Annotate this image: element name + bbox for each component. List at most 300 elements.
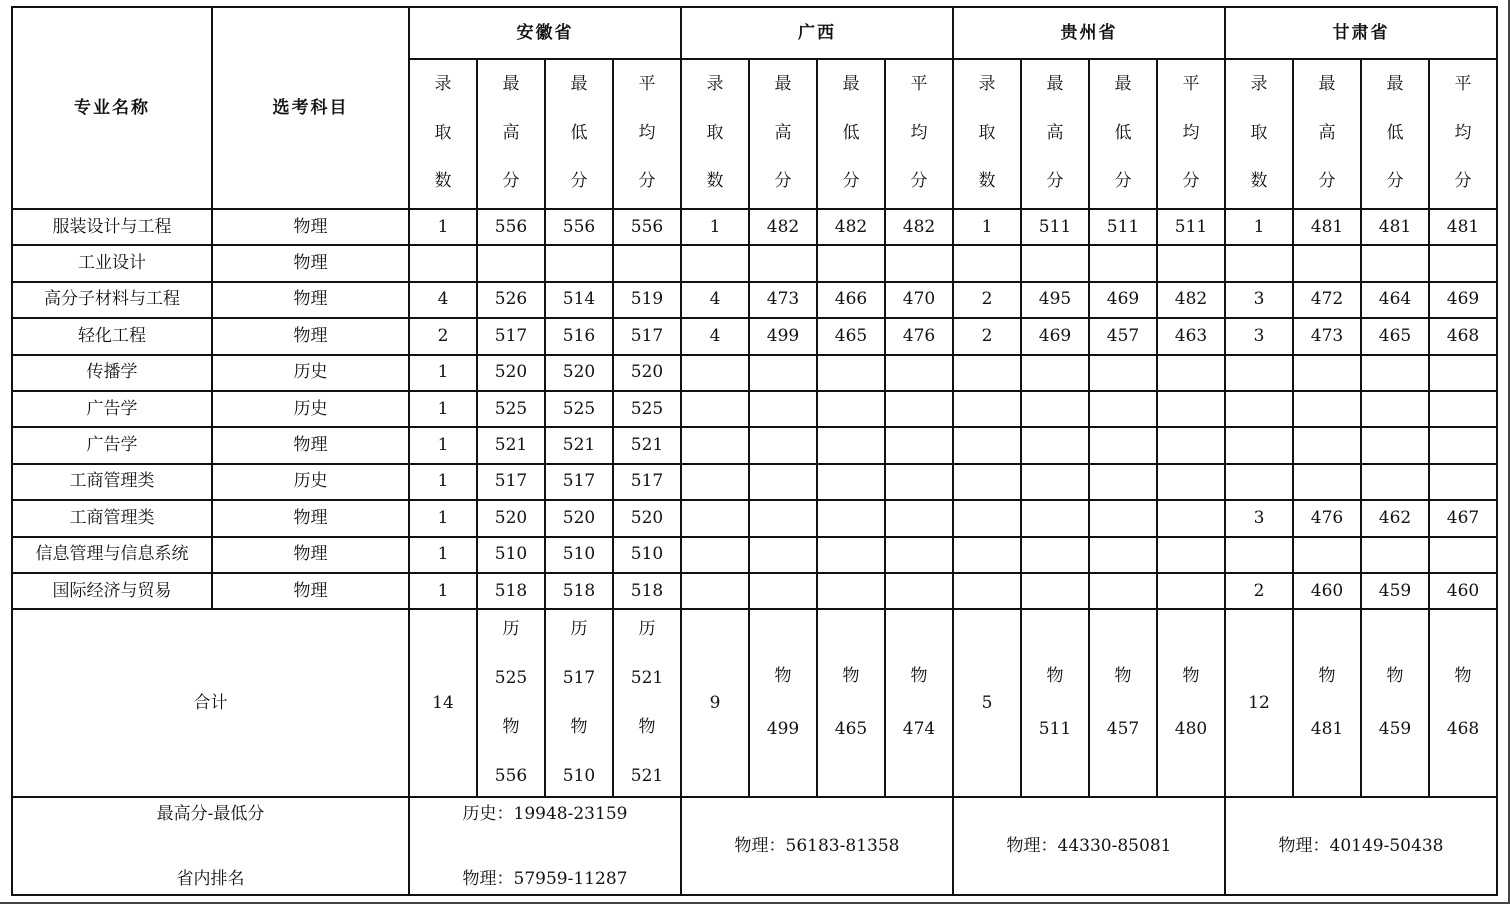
table-row — [12, 573, 1497, 609]
score-cell — [1429, 391, 1497, 427]
score-cell: 465 — [1361, 318, 1429, 354]
header-sub-count — [681, 59, 749, 209]
header-sub-char: 高 — [774, 122, 792, 143]
table-row — [12, 537, 1497, 573]
header-sub-char: 低 — [1386, 122, 1404, 143]
score-cell — [1225, 355, 1293, 391]
score-cell: 460 — [1429, 573, 1497, 609]
score-cell: 481 — [1361, 209, 1429, 245]
score-cell — [1089, 391, 1157, 427]
score-cell — [953, 537, 1021, 573]
header-major: 专业名称 — [12, 7, 212, 209]
table-row — [12, 209, 1497, 245]
total-max-anhui — [477, 609, 545, 797]
score-cell — [1361, 464, 1429, 500]
rank-anhui — [409, 797, 681, 895]
score-cell: 518 — [613, 573, 681, 609]
score-cell — [1293, 355, 1361, 391]
score-cell — [817, 464, 885, 500]
rank-label-line2: 省内排名 — [176, 869, 245, 890]
score-cell: 516 — [545, 318, 613, 354]
score-cell: 1 — [409, 464, 477, 500]
score-cell — [1361, 245, 1429, 281]
major-name: 服装设计与工程 — [12, 209, 212, 245]
score-cell — [681, 573, 749, 609]
score-cell — [1021, 427, 1089, 463]
score-cell: 525 — [613, 391, 681, 427]
total-stack — [886, 615, 952, 791]
total-value: 474 — [902, 719, 936, 740]
table-row — [12, 391, 1497, 427]
score-cell — [1361, 355, 1429, 391]
header-sub-char: 均 — [1182, 122, 1200, 143]
score-cell: 463 — [1157, 318, 1225, 354]
total-value: 物 — [502, 717, 520, 738]
score-cell: 520 — [545, 355, 613, 391]
score-cell: 520 — [477, 355, 545, 391]
header-sub-char: 最 — [570, 74, 588, 94]
score-cell: 1 — [409, 427, 477, 463]
score-cell — [1021, 245, 1089, 281]
header-province-guangxi: 广西 — [681, 7, 953, 59]
score-cell: 510 — [477, 537, 545, 573]
score-cell — [1021, 500, 1089, 536]
score-cell — [953, 245, 1021, 281]
score-cell: 520 — [477, 500, 545, 536]
header-sub-char: 录 — [1250, 74, 1268, 94]
total-value: 物 — [1046, 666, 1064, 687]
rank-label-stack — [13, 798, 408, 894]
score-cell — [1089, 573, 1157, 609]
rank-anhui-history: 历史：19948-23159 — [462, 804, 628, 825]
score-cell — [681, 500, 749, 536]
score-cell — [681, 355, 749, 391]
header-sub-char: 最 — [842, 74, 860, 94]
total-stack — [546, 615, 612, 791]
score-cell: 511 — [1089, 209, 1157, 245]
score-cell: 1 — [953, 209, 1021, 245]
score-cell — [681, 427, 749, 463]
score-cell: 2 — [953, 318, 1021, 354]
vertical-label — [1158, 70, 1224, 198]
score-cell: 521 — [613, 427, 681, 463]
header-sub-char: 录 — [434, 74, 452, 94]
score-cell: 466 — [817, 282, 885, 318]
score-cell: 467 — [1429, 500, 1497, 536]
header-sub-char: 最 — [1318, 74, 1336, 94]
total-value: 468 — [1446, 719, 1480, 740]
score-cell: 521 — [545, 427, 613, 463]
table-row — [12, 427, 1497, 463]
total-value: 457 — [1106, 719, 1140, 740]
score-cell — [1089, 537, 1157, 573]
header-sub-char: 数 — [978, 171, 996, 191]
score-cell — [1225, 464, 1293, 500]
header-sub-min — [545, 59, 613, 209]
score-cell — [1225, 245, 1293, 281]
score-cell — [613, 245, 681, 281]
total-count-gansu: 12 — [1225, 609, 1293, 797]
score-cell: 3 — [1225, 500, 1293, 536]
table-row — [12, 464, 1497, 500]
vertical-label — [546, 70, 612, 198]
header-province-anhui: 安徽省 — [409, 7, 681, 59]
major-name: 工商管理类 — [12, 500, 212, 536]
total-max-gansu — [1293, 609, 1361, 797]
score-cell — [1157, 245, 1225, 281]
header-sub-char: 最 — [1046, 74, 1064, 94]
total-count-anhui: 14 — [409, 609, 477, 797]
score-cell: 511 — [1157, 209, 1225, 245]
score-cell: 520 — [613, 500, 681, 536]
major-name: 工业设计 — [12, 245, 212, 281]
score-cell: 517 — [613, 318, 681, 354]
vertical-label — [886, 70, 952, 198]
score-cell: 556 — [613, 209, 681, 245]
exam-subject: 物理 — [212, 427, 409, 463]
header-sub-char: 分 — [570, 171, 588, 191]
score-cell: 510 — [545, 537, 613, 573]
score-cell — [817, 427, 885, 463]
score-cell — [1429, 245, 1497, 281]
score-cell — [885, 500, 953, 536]
score-cell: 514 — [545, 282, 613, 318]
total-min-guangxi — [817, 609, 885, 797]
header-sub-char: 分 — [774, 171, 792, 191]
score-cell — [1089, 464, 1157, 500]
score-cell: 526 — [477, 282, 545, 318]
score-cell — [1429, 355, 1497, 391]
score-cell — [1021, 391, 1089, 427]
total-min-anhui — [545, 609, 613, 797]
total-value: 511 — [1038, 719, 1072, 740]
score-cell: 517 — [613, 464, 681, 500]
score-cell: 476 — [1293, 500, 1361, 536]
total-value: 历 — [502, 619, 520, 640]
total-count-guizhou: 5 — [953, 609, 1021, 797]
score-cell — [885, 427, 953, 463]
score-cell — [1089, 427, 1157, 463]
header-sub-char: 均 — [638, 122, 656, 143]
header-sub-char: 数 — [706, 171, 724, 191]
vertical-label — [1294, 70, 1360, 198]
total-value: 459 — [1378, 719, 1412, 740]
exam-subject: 历史 — [212, 391, 409, 427]
score-cell: 472 — [1293, 282, 1361, 318]
exam-subject: 物理 — [212, 282, 409, 318]
vertical-label — [614, 70, 680, 198]
header-subject: 选考科目 — [212, 7, 409, 209]
rank-row — [12, 797, 1497, 895]
score-cell — [749, 427, 817, 463]
score-cell — [1089, 245, 1157, 281]
total-value: 465 — [834, 719, 868, 740]
score-cell — [885, 391, 953, 427]
vertical-label — [1226, 70, 1292, 198]
score-cell — [1157, 573, 1225, 609]
score-cell: 469 — [1021, 318, 1089, 354]
header-sub-char: 高 — [1046, 122, 1064, 143]
score-cell — [1157, 427, 1225, 463]
score-cell: 476 — [885, 318, 953, 354]
total-value: 481 — [1310, 719, 1344, 740]
score-cell — [1157, 500, 1225, 536]
header-sub-char: 最 — [774, 74, 792, 94]
total-stack — [818, 615, 884, 791]
score-cell: 468 — [1429, 318, 1497, 354]
header-sub-count — [409, 59, 477, 209]
header-sub-char: 平 — [1182, 74, 1200, 94]
header-province-gansu: 甘肃省 — [1225, 7, 1497, 59]
exam-subject: 物理 — [212, 573, 409, 609]
score-cell: 1 — [409, 391, 477, 427]
score-cell — [817, 537, 885, 573]
score-cell: 519 — [613, 282, 681, 318]
total-value: 556 — [494, 766, 528, 787]
vertical-label — [478, 70, 544, 198]
table-row — [12, 282, 1497, 318]
header-sub-char: 最 — [502, 74, 520, 94]
score-cell: 521 — [477, 427, 545, 463]
score-cell: 2 — [409, 318, 477, 354]
score-cell: 482 — [817, 209, 885, 245]
vertical-label — [1022, 70, 1088, 198]
header-sub-max — [749, 59, 817, 209]
header-sub-char: 分 — [638, 171, 656, 191]
score-cell: 469 — [1089, 282, 1157, 318]
total-avg-anhui — [613, 609, 681, 797]
total-value: 525 — [494, 668, 528, 689]
header-sub-char: 分 — [1114, 171, 1132, 191]
score-cell: 525 — [545, 391, 613, 427]
score-cell — [749, 500, 817, 536]
score-cell — [1293, 537, 1361, 573]
header-sub-char: 高 — [502, 122, 520, 143]
header-sub-max — [1021, 59, 1089, 209]
score-cell: 4 — [681, 318, 749, 354]
score-cell — [953, 573, 1021, 609]
total-max-guangxi — [749, 609, 817, 797]
total-min-gansu — [1361, 609, 1429, 797]
score-cell: 4 — [409, 282, 477, 318]
score-cell: 511 — [1021, 209, 1089, 245]
major-name: 广告学 — [12, 391, 212, 427]
header-sub-count — [1225, 59, 1293, 209]
vertical-label — [818, 70, 884, 198]
vertical-label — [1362, 70, 1428, 198]
score-cell — [1429, 427, 1497, 463]
score-cell: 520 — [545, 500, 613, 536]
score-cell: 1 — [409, 573, 477, 609]
table-row — [12, 318, 1497, 354]
exam-subject: 物理 — [212, 245, 409, 281]
score-cell: 473 — [1293, 318, 1361, 354]
header-sub-char: 最 — [1386, 74, 1404, 94]
score-cell: 481 — [1429, 209, 1497, 245]
score-cell — [885, 355, 953, 391]
score-cell — [817, 355, 885, 391]
score-cell: 510 — [613, 537, 681, 573]
score-cell: 459 — [1361, 573, 1429, 609]
header-sub-char: 平 — [910, 74, 928, 94]
header-sub-avg — [885, 59, 953, 209]
total-stack — [1022, 615, 1088, 791]
score-cell — [749, 464, 817, 500]
total-stack — [750, 615, 816, 791]
score-cell: 1 — [409, 537, 477, 573]
vertical-label — [954, 70, 1020, 198]
rank-guizhou: 物理：44330-85081 — [953, 797, 1225, 895]
vertical-label — [410, 70, 476, 198]
score-cell — [1225, 391, 1293, 427]
score-cell — [1293, 245, 1361, 281]
total-stack — [1090, 615, 1156, 791]
score-cell: 499 — [749, 318, 817, 354]
total-value: 物 — [638, 717, 656, 738]
score-cell — [749, 573, 817, 609]
score-cell: 482 — [1157, 282, 1225, 318]
total-value: 510 — [562, 766, 596, 787]
score-cell — [885, 537, 953, 573]
score-cell: 465 — [817, 318, 885, 354]
score-cell — [749, 537, 817, 573]
score-cell — [1361, 427, 1429, 463]
header-sub-char: 录 — [978, 74, 996, 94]
header-sub-char: 分 — [502, 171, 520, 191]
exam-subject: 物理 — [212, 537, 409, 573]
header-sub-avg — [613, 59, 681, 209]
total-value: 480 — [1174, 719, 1208, 740]
score-cell: 457 — [1089, 318, 1157, 354]
score-cell: 1 — [681, 209, 749, 245]
total-value: 物 — [570, 717, 588, 738]
exam-subject: 历史 — [212, 464, 409, 500]
score-cell: 470 — [885, 282, 953, 318]
total-value: 历 — [638, 619, 656, 640]
header-sub-min — [1089, 59, 1157, 209]
score-cell — [1293, 391, 1361, 427]
score-cell — [681, 464, 749, 500]
major-name: 传播学 — [12, 355, 212, 391]
vertical-label — [1090, 70, 1156, 198]
score-cell: 1 — [1225, 209, 1293, 245]
major-name: 工商管理类 — [12, 464, 212, 500]
header-province-guizhou: 贵州省 — [953, 7, 1225, 59]
score-cell — [1293, 427, 1361, 463]
score-cell — [1429, 537, 1497, 573]
header-sub-char: 分 — [1454, 171, 1472, 191]
total-value: 物 — [1318, 666, 1336, 687]
header-sub-min — [817, 59, 885, 209]
header-sub-char: 低 — [842, 122, 860, 143]
score-cell — [1157, 464, 1225, 500]
header-sub-char: 低 — [570, 122, 588, 143]
header-sub-char: 取 — [1250, 122, 1268, 143]
score-cell — [749, 391, 817, 427]
header-sub-max — [477, 59, 545, 209]
score-cell — [1293, 464, 1361, 500]
total-value: 历 — [570, 619, 588, 640]
score-cell: 1 — [409, 209, 477, 245]
total-value: 521 — [630, 668, 664, 689]
score-cell — [1021, 355, 1089, 391]
score-cell: 556 — [545, 209, 613, 245]
major-name: 广告学 — [12, 427, 212, 463]
score-cell: 517 — [477, 318, 545, 354]
header-sub-char: 数 — [1250, 171, 1268, 191]
total-stack — [614, 615, 680, 791]
total-value: 物 — [774, 666, 792, 687]
major-name: 国际经济与贸易 — [12, 573, 212, 609]
rank-gansu: 物理：40149-50438 — [1225, 797, 1497, 895]
total-avg-gansu — [1429, 609, 1497, 797]
header-sub-char: 数 — [434, 171, 452, 191]
score-cell — [1361, 537, 1429, 573]
score-cell: 518 — [545, 573, 613, 609]
score-cell — [885, 245, 953, 281]
header-sub-char: 录 — [706, 74, 724, 94]
header-sub-char: 分 — [1182, 171, 1200, 191]
total-value: 499 — [766, 719, 800, 740]
header-row-provinces — [12, 7, 1497, 59]
total-avg-guangxi — [885, 609, 953, 797]
total-value: 物 — [1386, 666, 1404, 687]
rank-guangxi: 物理：56183-81358 — [681, 797, 953, 895]
header-sub-char: 分 — [1318, 171, 1336, 191]
table-row — [12, 355, 1497, 391]
score-cell — [885, 464, 953, 500]
header-sub-min — [1361, 59, 1429, 209]
total-min-guizhou — [1089, 609, 1157, 797]
score-cell — [953, 427, 1021, 463]
header-sub-avg — [1157, 59, 1225, 209]
score-cell — [1021, 573, 1089, 609]
score-cell: 4 — [681, 282, 749, 318]
score-cell — [681, 391, 749, 427]
header-sub-char: 平 — [638, 74, 656, 94]
rank-anhui-physics: 物理：57959-11287 — [462, 869, 628, 890]
header-sub-char: 分 — [1386, 171, 1404, 191]
score-cell — [817, 500, 885, 536]
score-cell — [749, 355, 817, 391]
vertical-label — [750, 70, 816, 198]
total-value: 517 — [562, 668, 596, 689]
score-cell — [749, 245, 817, 281]
total-stack — [1362, 615, 1428, 791]
header-sub-char: 分 — [1046, 171, 1064, 191]
score-cell: 518 — [477, 573, 545, 609]
score-cell: 520 — [613, 355, 681, 391]
score-cell — [477, 245, 545, 281]
total-row — [12, 609, 1497, 797]
total-avg-guizhou — [1157, 609, 1225, 797]
score-cell — [545, 245, 613, 281]
total-stack — [1158, 615, 1224, 791]
major-name: 高分子材料与工程 — [12, 282, 212, 318]
score-cell — [953, 500, 1021, 536]
header-sub-char: 均 — [1454, 122, 1472, 143]
score-cell — [1157, 391, 1225, 427]
score-cell: 495 — [1021, 282, 1089, 318]
total-label: 合计 — [12, 609, 409, 797]
table-row — [12, 245, 1497, 281]
score-cell: 525 — [477, 391, 545, 427]
vertical-label — [682, 70, 748, 198]
header-sub-char: 平 — [1454, 74, 1472, 94]
header-sub-char: 取 — [434, 122, 452, 143]
total-stack — [1430, 615, 1496, 791]
header-sub-char: 均 — [910, 122, 928, 143]
